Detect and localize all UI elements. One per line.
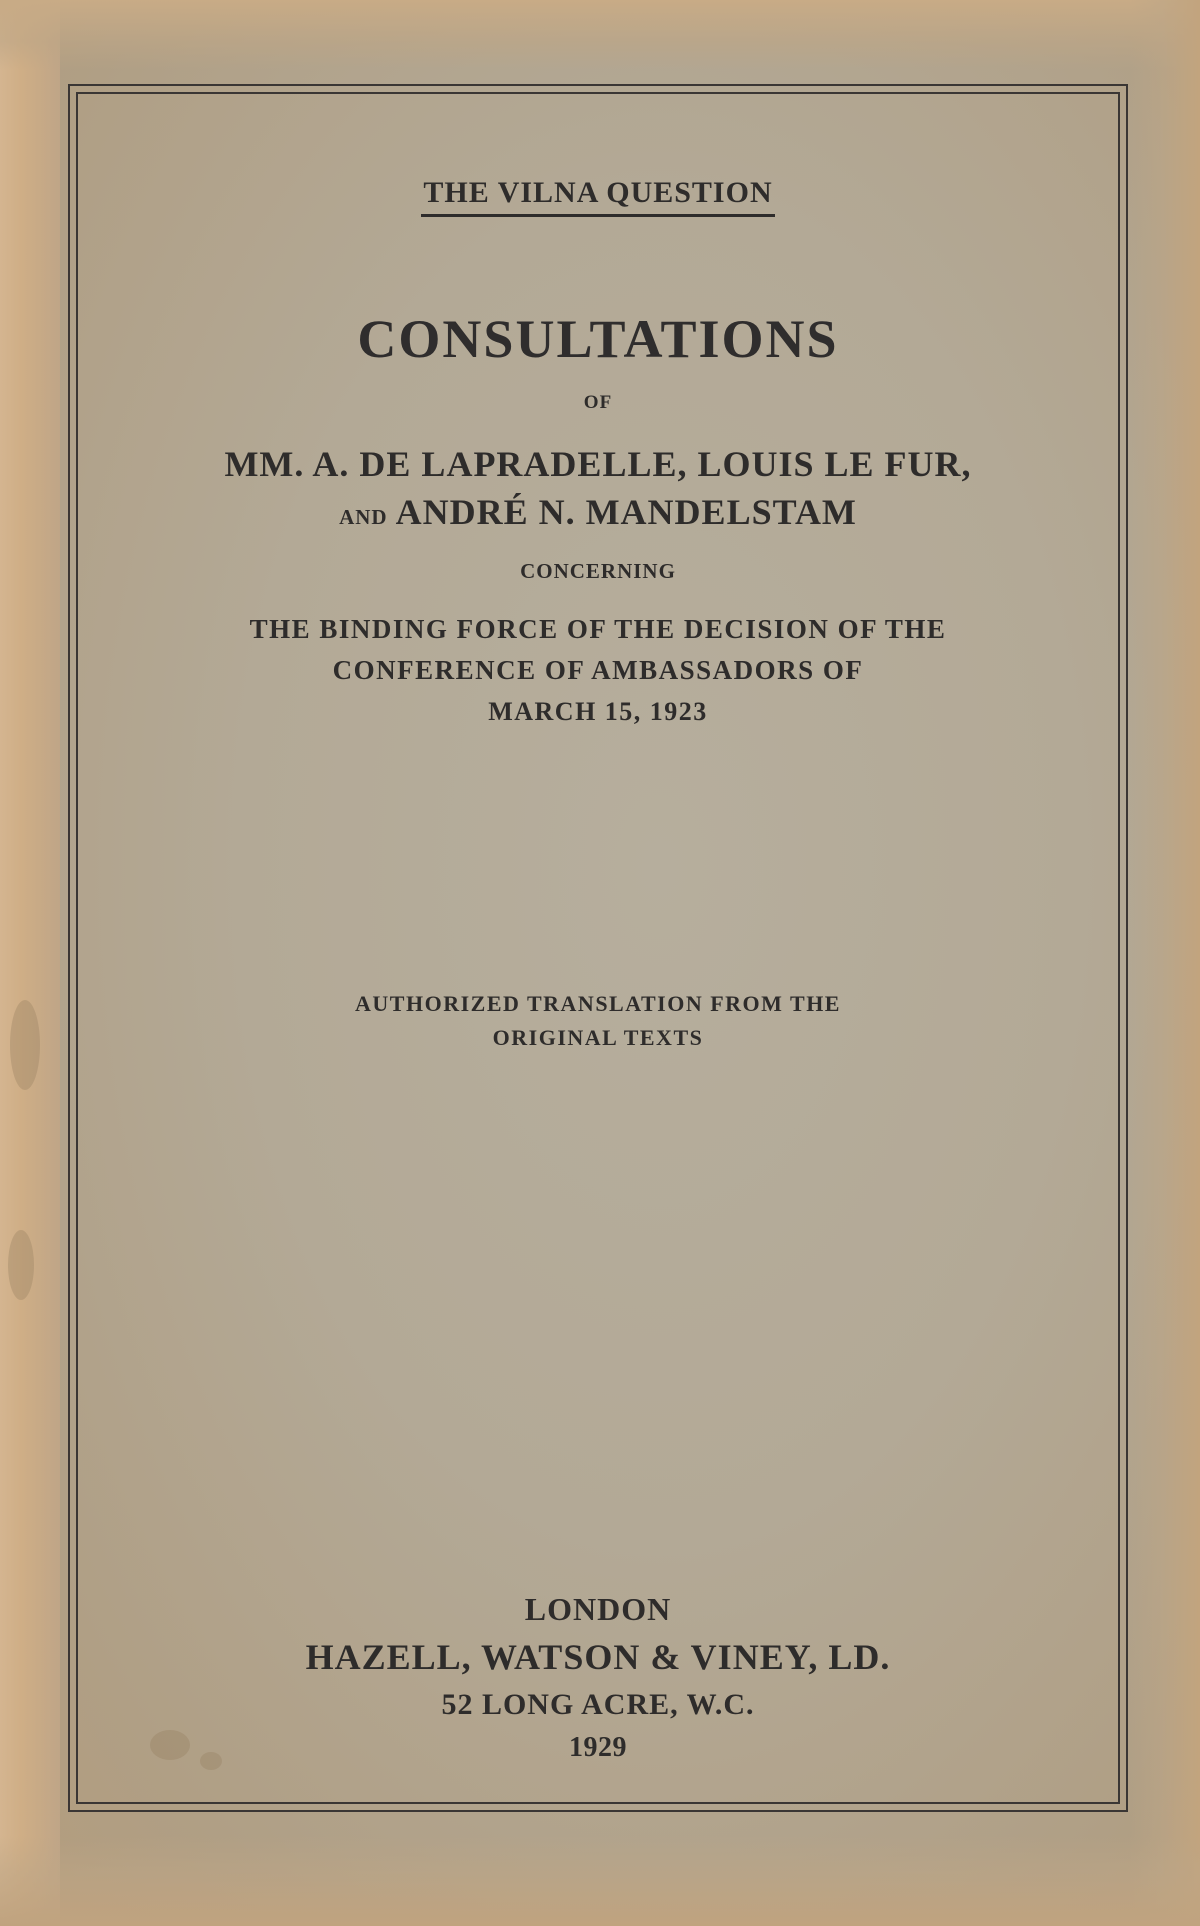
wear-stain [10, 1000, 40, 1090]
imprint-address: 52 LONG ACRE, W.C. [441, 1688, 755, 1721]
subject-line-3: MARCH 15, 1923 [488, 697, 708, 726]
translation-note-line-2: ORIGINAL TEXTS [492, 1025, 704, 1050]
worn-right-edge [1130, 0, 1200, 1926]
of-line: OF [583, 392, 613, 413]
series-title-text: THE VILNA QUESTION [421, 176, 774, 217]
worn-top-edge [0, 0, 1200, 70]
concerning-line: CONCERNING [520, 559, 676, 583]
translation-note-line-1: AUTHORIZED TRANSLATION FROM THE [355, 991, 841, 1016]
authors-line-2 [76, 491, 1120, 533]
authors-line-1: MM. A. DE LAPRADELLE, LOUIS LE FUR, [224, 444, 972, 484]
series-title [76, 176, 1120, 217]
imprint-publisher: HAZELL, WATSON & VINEY, LD. [305, 1637, 891, 1677]
worn-spine-edge [0, 0, 60, 1926]
imprint-year: 1929 [569, 1732, 627, 1763]
and-word: AND [339, 505, 388, 529]
main-title: CONSULTATIONS [357, 309, 839, 369]
wear-stain [8, 1230, 34, 1300]
subject-line-2: CONFERENCE OF AMBASSADORS OF [332, 655, 864, 685]
worn-bottom-edge [0, 1836, 1200, 1926]
author-name: ANDRÉ N. MANDELSTAM [395, 492, 857, 532]
imprint-city: LONDON [524, 1591, 672, 1627]
subject-line-1: THE BINDING FORCE OF THE DECISION OF THE [249, 614, 947, 644]
